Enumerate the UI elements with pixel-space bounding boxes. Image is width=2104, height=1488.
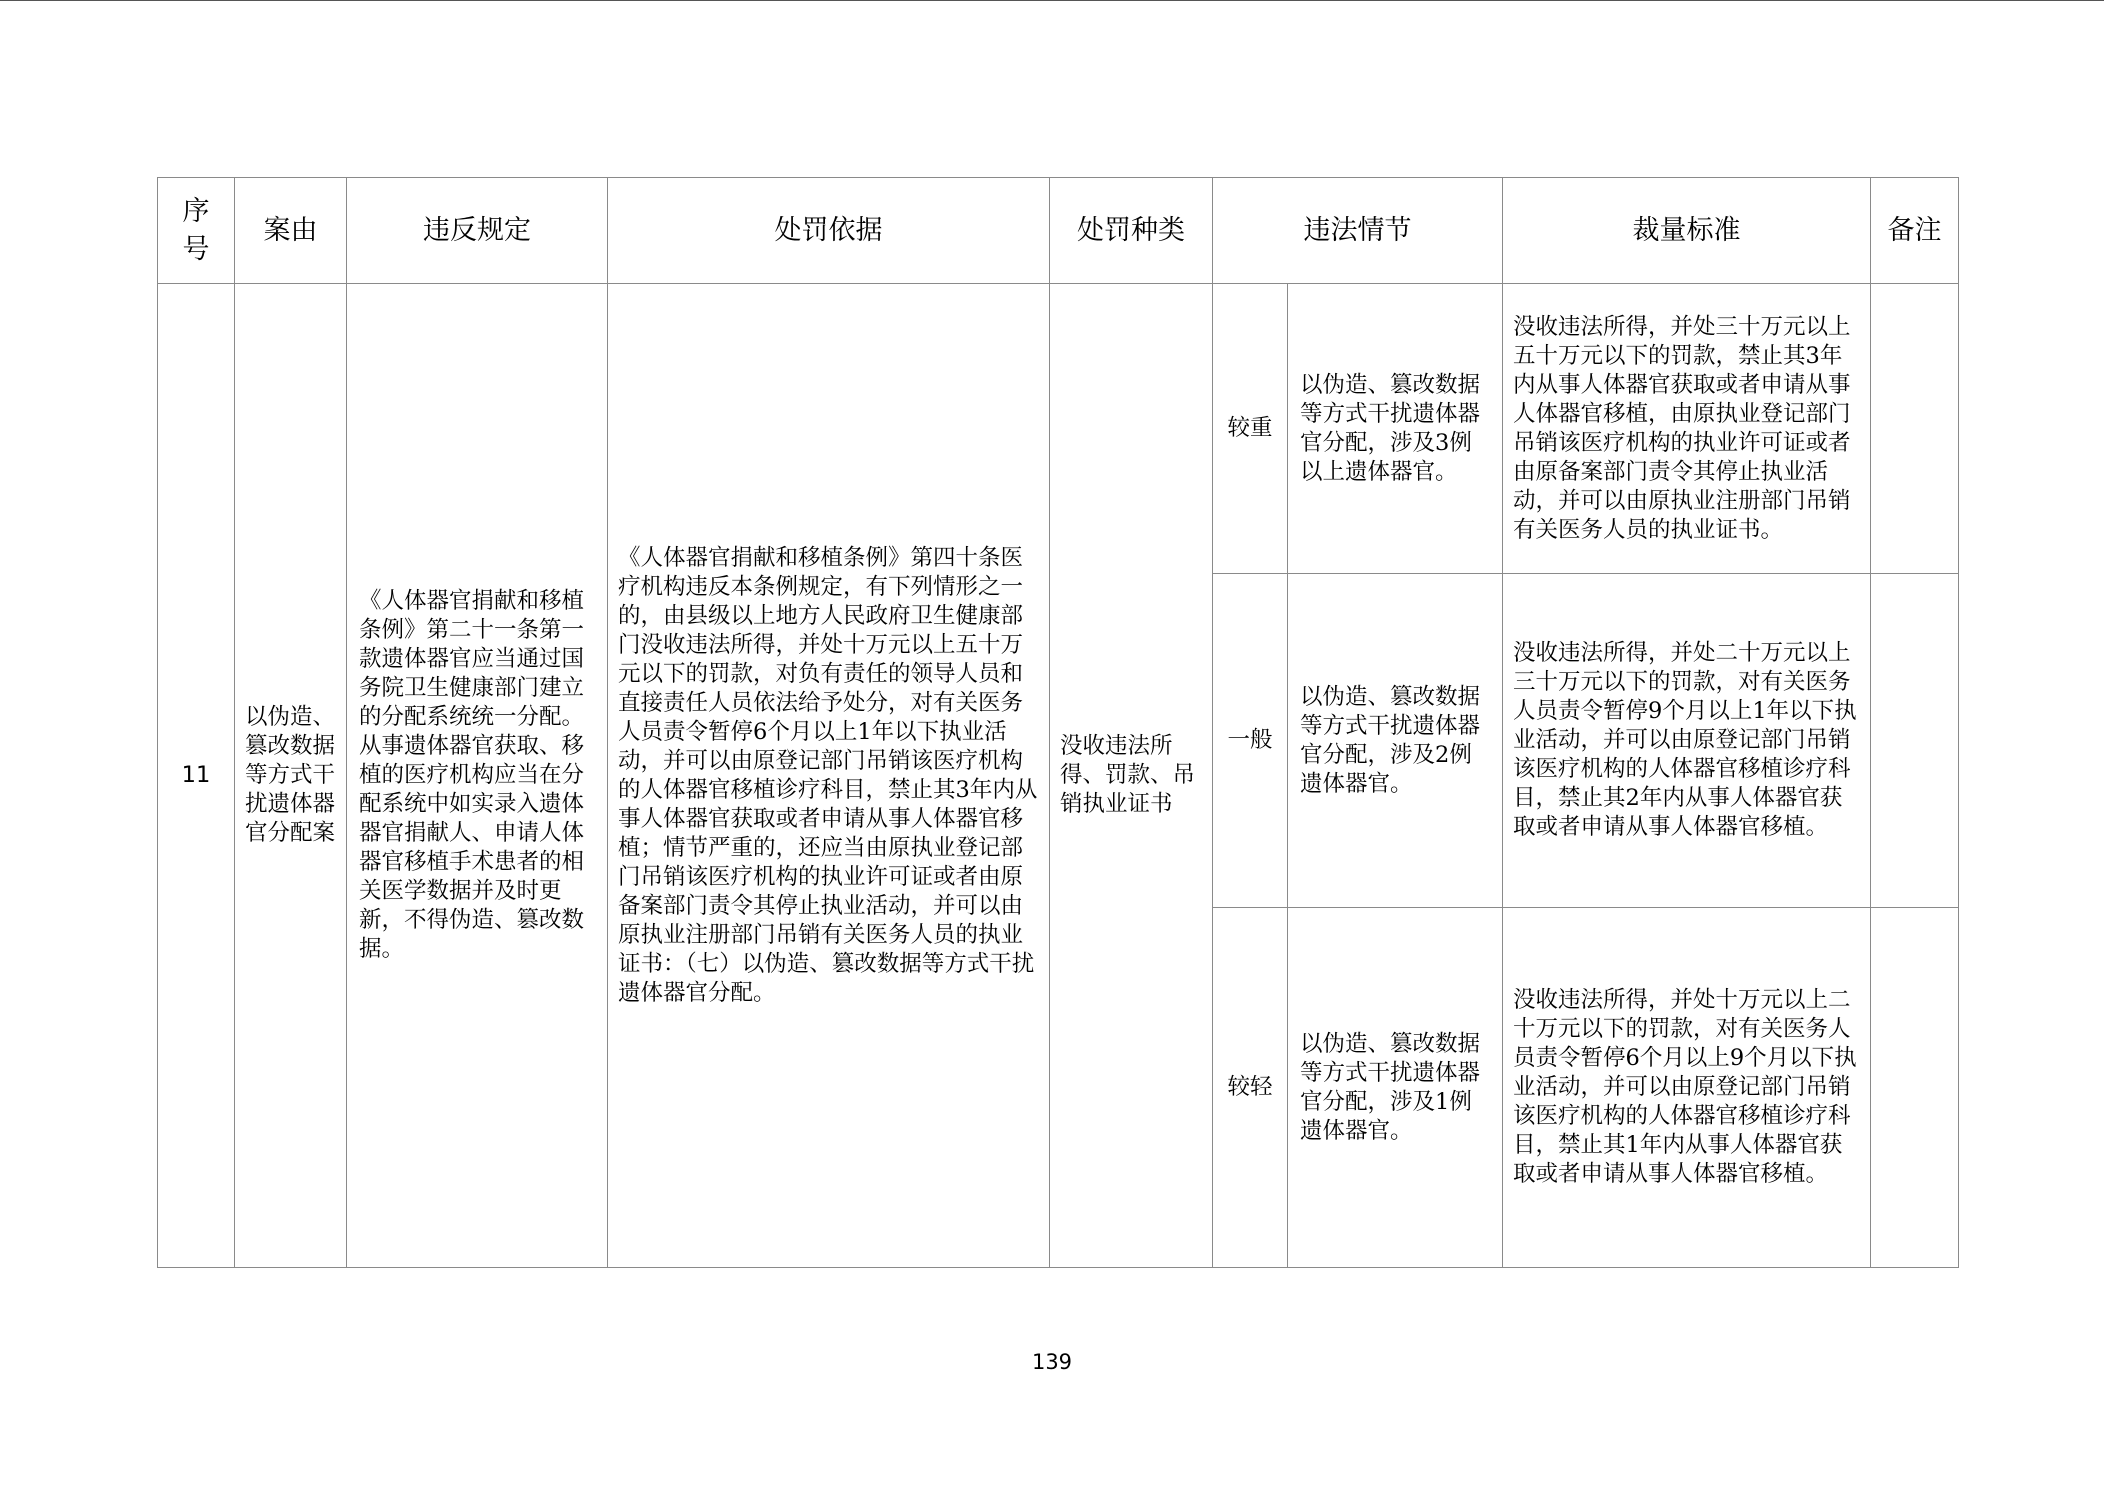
header-cause: 案由 — [235, 178, 347, 284]
table-row — [158, 284, 1959, 574]
cell-standard-general: 没收违法所得，并处二十万元以上三十万元以下的罚款，对有关医务人员责令暂停9个月以上1年以下执业活动，并可以由原登记部门吊销该医疗机构的人体器官移植诊疗科目，禁止其2年内从事人体器官获取或者申请从事人体器官移植。 — [1503, 574, 1871, 908]
header-violated-rule: 违反规定 — [347, 178, 608, 284]
cell-remarks-general — [1871, 574, 1959, 908]
cell-remarks-severe — [1871, 284, 1959, 574]
cell-circumstance-severe: 以伪造、篡改数据等方式干扰遗体器官分配，涉及3例以上遗体器官。 — [1288, 284, 1503, 574]
header-basis: 处罚依据 — [608, 178, 1050, 284]
cell-circumstance-general: 以伪造、篡改数据等方式干扰遗体器官分配，涉及2例遗体器官。 — [1288, 574, 1503, 908]
header-remarks: 备注 — [1871, 178, 1959, 284]
page-number: 139 — [1031, 1350, 1073, 1374]
cell-level-minor: 较轻 — [1213, 908, 1288, 1268]
header-circumstance: 违法情节 — [1213, 178, 1503, 284]
cell-standard-minor: 没收违法所得，并处十万元以上二十万元以下的罚款，对有关医务人员责令暂停6个月以上9个月以下执业活动，并可以由原登记部门吊销该医疗机构的人体器官移植诊疗科目，禁止其1年内从事人体器官获取或者申请从事人体器官移植。 — [1503, 908, 1871, 1268]
header-penalty-type: 处罚种类 — [1050, 178, 1213, 284]
header-standard: 裁量标准 — [1503, 178, 1871, 284]
cell-violated-rule: 《人体器官捐献和移植条例》第二十一条第一款遗体器官应当通过国务院卫生健康部门建立的分配系统统一分配。从事遗体器官获取、移植的医疗机构应当在分配系统中如实录入遗体器官捐献人、申请人体器官移植手术患者的相关医学数据并及时更新，不得伪造、篡改数据。 — [347, 284, 608, 1268]
cell-standard-severe: 没收违法所得，并处三十万元以上五十万元以下的罚款，禁止其3年内从事人体器官获取或者申请从事人体器官移植，由原执业登记部门吊销该医疗机构的执业许可证或者由原备案部门责令其停止执业活动，并可以由原执业注册部门吊销有关医务人员的执业证书。 — [1503, 284, 1871, 574]
cell-basis: 《人体器官捐献和移植条例》第四十条医疗机构违反本条例规定，有下列情形之一的，由县级以上地方人民政府卫生健康部门没收违法所得，并处十万元以上五十万元以下的罚款，对负有责任的领导人员和直接责任人员依法给予处分，对有关医务人员责令暂停6个月以上1年以下执业活动，并可以由原登记部门吊销该医疗机构的人体器官移植诊疗科目，禁止其3年内从事人体器官获取或者申请从事人体器官移植；情节严重的，还应当由原执业登记部门吊销该医疗机构的执业许可证或者由原备案部门责令其停止执业活动，并可以由原执业注册部门吊销有关医务人员的执业证书：（七）以伪造、篡改数据等方式干扰遗体器官分配。 — [608, 284, 1050, 1268]
cell-cause: 以伪造、篡改数据等方式干扰遗体器官分配案 — [235, 284, 347, 1268]
cell-circumstance-minor: 以伪造、篡改数据等方式干扰遗体器官分配，涉及1例遗体器官。 — [1288, 908, 1503, 1268]
cell-penalty-type: 没收违法所得、罚款、吊销执业证书 — [1050, 284, 1213, 1268]
page-top-border — [0, 0, 2104, 1]
cell-level-general: 一般 — [1213, 574, 1288, 908]
penalty-discretion-table — [157, 177, 1959, 1268]
cell-level-severe: 较重 — [1213, 284, 1288, 574]
cell-seq: 11 — [158, 284, 235, 1268]
header-row — [158, 178, 1959, 284]
cell-remarks-minor — [1871, 908, 1959, 1268]
header-seq: 序号 — [158, 178, 235, 284]
